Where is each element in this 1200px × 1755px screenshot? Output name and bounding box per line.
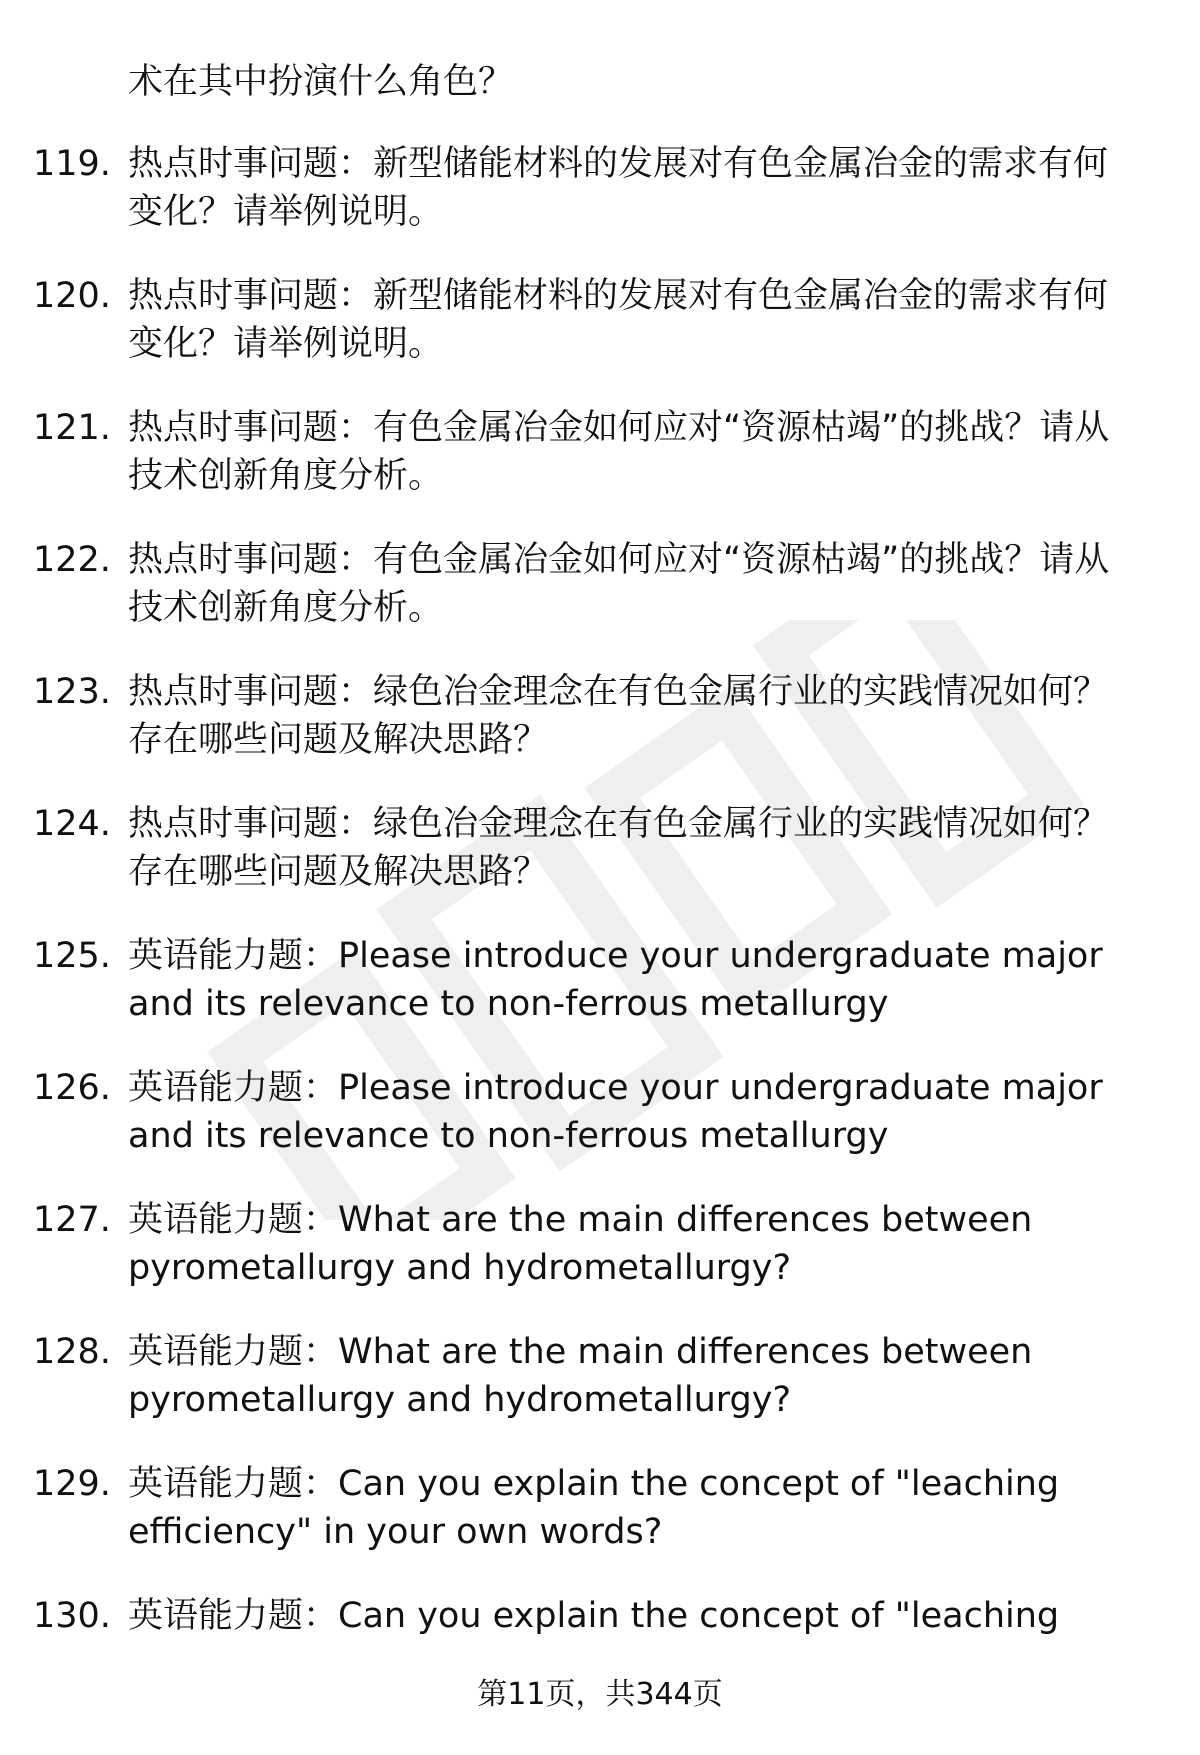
question-text: 热点时事问题：新型储能材料的发展对有色金属冶金的需求有何变化？请举例说明。 bbox=[128, 276, 1109, 364]
question-number: 120. bbox=[33, 276, 111, 316]
question-list bbox=[0, 140, 1200, 1724]
question-text: 英语能力题：Can you explain the concept of "leaching bbox=[128, 1596, 1060, 1636]
question-number: 129. bbox=[33, 1464, 111, 1504]
question-text: 热点时事问题：有色金属冶金如何应对“资源枯竭”的挑战？请从技术创新角度分析。 bbox=[128, 408, 1110, 496]
question-number: 125. bbox=[33, 936, 111, 976]
question-number: 126. bbox=[33, 1068, 111, 1108]
question-text: 英语能力题：What are the main differences between pyrometallurgy and hydrometallurgy? bbox=[128, 1332, 1033, 1420]
list-item bbox=[0, 1328, 1200, 1460]
list-item bbox=[0, 1064, 1200, 1196]
question-number: 123. bbox=[33, 672, 111, 712]
page-number-footer: 第11页，共344页 bbox=[477, 1677, 723, 1712]
list-item bbox=[0, 272, 1200, 404]
question-number: 130. bbox=[33, 1596, 111, 1636]
list-item bbox=[0, 932, 1200, 1064]
question-text: 热点时事问题：有色金属冶金如何应对“资源枯竭”的挑战？请从技术创新角度分析。 bbox=[128, 540, 1110, 628]
question-number: 124. bbox=[33, 804, 111, 844]
question-number: 127. bbox=[33, 1200, 111, 1240]
list-item bbox=[0, 404, 1200, 536]
list-item bbox=[0, 1460, 1200, 1592]
question-number: 119. bbox=[33, 144, 111, 184]
question-text: 热点时事问题：新型储能材料的发展对有色金属冶金的需求有何变化？请举例说明。 bbox=[128, 144, 1109, 232]
continuation-text: 术在其中扮演什么角色？ bbox=[128, 62, 514, 102]
question-text: 热点时事问题：绿色冶金理念在有色金属行业的实践情况如何？存在哪些问题及解决思路？ bbox=[128, 804, 1109, 892]
question-text: 英语能力题：Please introduce your undergraduate major and its relevance to non-ferrous metallurgy bbox=[128, 1068, 1103, 1156]
question-text: 英语能力题：What are the main differences between pyrometallurgy and hydrometallurgy? bbox=[128, 1200, 1033, 1288]
list-item bbox=[0, 1196, 1200, 1328]
question-number: 128. bbox=[33, 1332, 111, 1372]
list-item bbox=[0, 536, 1200, 668]
question-number: 122. bbox=[33, 540, 111, 580]
question-text: 英语能力题：Can you explain the concept of "leaching efficiency" in your own words? bbox=[128, 1464, 1060, 1552]
list-item bbox=[0, 800, 1200, 932]
list-item bbox=[0, 140, 1200, 272]
list-item bbox=[0, 668, 1200, 800]
question-text: 英语能力题：Please introduce your undergraduate major and its relevance to non-ferrous metallurgy bbox=[128, 936, 1103, 1024]
question-number: 121. bbox=[33, 408, 111, 448]
question-text: 热点时事问题：绿色冶金理念在有色金属行业的实践情况如何？存在哪些问题及解决思路？ bbox=[128, 672, 1109, 760]
